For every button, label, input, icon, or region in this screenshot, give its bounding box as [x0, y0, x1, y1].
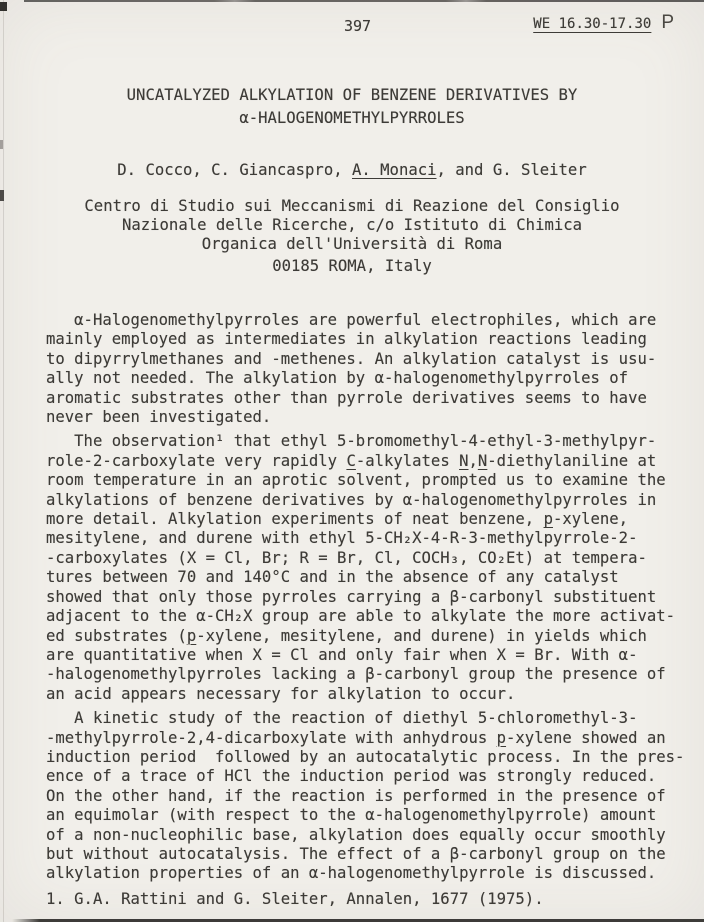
abstract-body	[46, 311, 684, 884]
scan-artifact-left-edge-line	[3, 0, 4, 922]
scan-artifact-mark	[0, 2, 7, 11]
page-number: 397	[344, 17, 372, 35]
reference-footnote: 1. G.A. Rattini and G. Sleiter, Annalen, 1677 (1975).	[46, 890, 544, 908]
paper-title	[0, 84, 704, 129]
address-line: 00185 ROMA, Italy	[272, 257, 432, 275]
affiliation-line-2: Nazionale delle Ricerche, c/o Istituto di Chimica	[121, 216, 583, 234]
session-header	[533, 13, 674, 34]
session-code: WE 16.30-17.30	[533, 16, 652, 32]
authors-line: D. Cocco, C. Giancaspro, A. Monaci, and G. Sleiter	[117, 161, 587, 179]
abstract-paragraph-3: A kinetic study of the reaction of diethyl 5-chloromethyl-3- -methylpyrrole-2,4-dicarboxylate with anhydrous p-xylene showed an induction period followed by an autocatalytic process. In the pres- ence of a trace of HCl the induction period was strongly reduced. On the other hand, if the reaction is performed in the presence of an equimolar (with respect to the α-halogenomethylpyrrole) amount of a non-nucleophilic base, alkylation does equally occur smoothly but without autocatalysis. The effect of a β-carbonyl group on the alkylation properties of an α-halogenomethylpyrrole is discussed.	[46, 709, 685, 883]
affiliation-line-1: Centro di Studio sui Meccanismi di Reazione del Consiglio	[84, 197, 620, 215]
affiliation-block	[0, 197, 704, 254]
affiliation-line-3: Organica dell'Università di Roma	[201, 235, 503, 253]
session-suffix: P	[661, 12, 674, 33]
title-line-2: α-HALOGENOMETHYLPYRROLES	[239, 108, 465, 127]
abstract-paragraph-2: The observation¹ that ethyl 5-bromomethyl-4-ethyl-3-methylpyr- role-2-carboxylate very rapidly C-alkylates N,N-diethylaniline at room temperature in an aprotic solvent, prompted us to examine the alkylations of benzene derivatives by α-halogenomethylpyrroles in more detail. Alkylation experiments of neat benzene, p-xylene, mesitylene, and durene with ethyl 5-CH₂X-4-R-3-methylpyrrole-2- -carboxylates (X = Cl, Br; R = Br, Cl, COCH₃, CO₂Et) at tempera- tures between 70 and 140°C and in the absence of any catalyst showed that only those pyrroles carrying a β-carbonyl substituent adjacent to the α-CH₂X group are able to alkylate the more activat- ed substrates (p-xylene, mesitylene, and durene) in yields which are quantitative when X = Cl and only fair when X = Br. With α- -halogenomethylpyrroles lacking a β-carbonyl group the presence of an acid appears necessary for alkylation to occur.	[46, 432, 676, 703]
scan-artifact-top-edge	[24, 0, 704, 2]
scan-artifact-mark	[0, 140, 3, 149]
title-line-1: UNCATALYZED ALKYLATION OF BENZENE DERIVATIVES BY	[126, 86, 578, 104]
abstract-paragraph-1: α-Halogenomethylpyrroles are powerful electrophiles, which are mainly employed as intermediates in alkylation reactions leading to dipyrrylmethanes and -methenes. An alkylation catalyst is usu- ally not needed. The alkylation by α-halogenomethylpyrroles of aromatic substrates other than pyrrole derivatives seems to have never been investigated.	[46, 311, 657, 427]
